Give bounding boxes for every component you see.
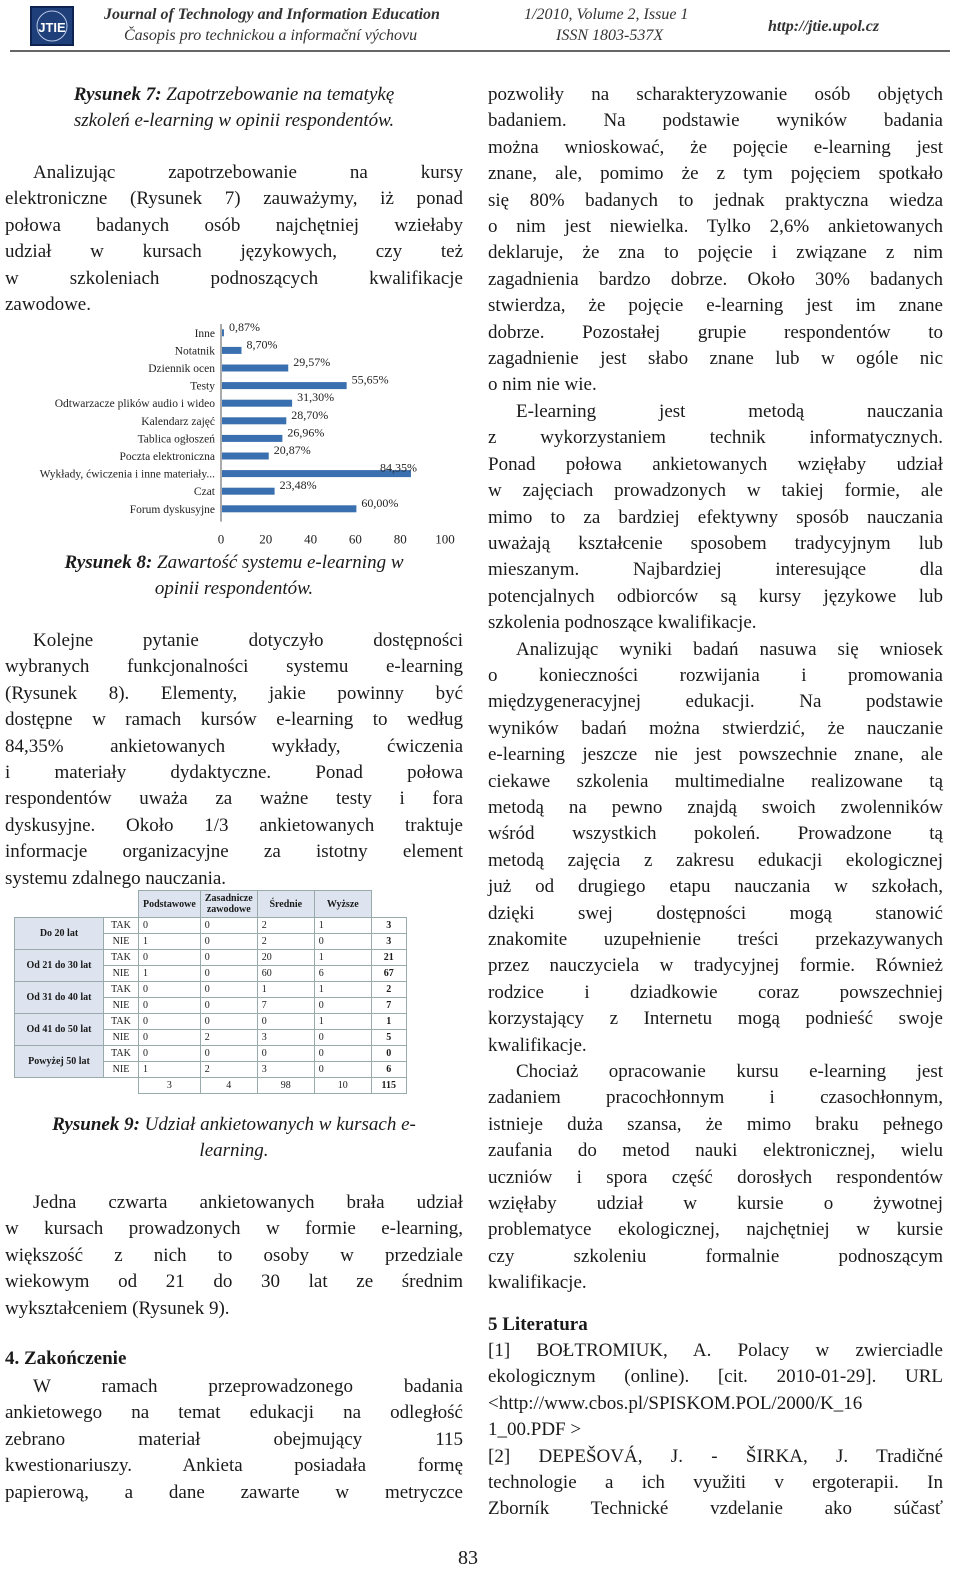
table-cell: 6: [314, 966, 371, 982]
answer-cell: TAK: [104, 950, 139, 966]
text-line: pozwoliły na scharakteryzowanie osób objętych: [488, 84, 943, 105]
column-total-cell: 4: [200, 1078, 257, 1094]
table-cell: 0: [314, 1030, 371, 1046]
bar: [222, 329, 224, 336]
text-line: przez nauczyciela w tradycyjnej formie. Również: [488, 955, 943, 977]
col-header: Podstawowe: [139, 891, 201, 918]
table-cell: 0: [314, 934, 371, 950]
reference-line: technologie a ich využiti v ergoterapii. In: [488, 1472, 943, 1494]
text-line: stwierdza, że pojęcie e-learning jest im znane: [488, 295, 943, 317]
text-line: się 80% badanych to jednak praktyczna wiedza: [488, 189, 943, 211]
answer-cell: NIE: [104, 1030, 139, 1046]
page-number: 83: [458, 1547, 478, 1569]
text-line: deklaruje, że zna to pojęcie i związane z nim: [488, 242, 943, 264]
x-tick-label: 60: [348, 531, 362, 547]
text-line: udział w kursach językowych, czy też: [5, 241, 463, 263]
text-line: 84,35% ankietowanych wykłady, ćwiczenia: [5, 735, 463, 757]
data-label: 8,70%: [246, 337, 278, 352]
text-line: respondentów uważa za ważne testy i fora: [5, 788, 463, 810]
table-cell: 1: [139, 966, 201, 982]
table-cell: 1: [139, 934, 201, 950]
x-tick-label: 40: [304, 531, 318, 547]
figure7-text-a: Zapotrzebowanie na tematykę: [161, 84, 395, 105]
table-cell: 0: [314, 998, 371, 1014]
table-cell: 60: [257, 966, 314, 982]
answer-cell: TAK: [104, 1046, 139, 1062]
col-header: Zasadnicze zawodowe: [200, 891, 257, 918]
text-line: wykształceniem (Rysunek 9).: [5, 1297, 230, 1319]
bar: [222, 365, 288, 372]
issue-info: 1/2010, Volume 2, Issue 1: [524, 6, 689, 23]
figure7-caption: [5, 82, 463, 134]
figure8-text-a: Zawartość systemu e-learning w: [152, 552, 404, 573]
text-line: elektroniczne (Rysunek 7) zauważymy, iż ponad: [5, 188, 463, 210]
table-cell: 1: [257, 982, 314, 998]
reference-line: [2] DEPEŠOVÁ, J. - ŠIRKA, J. Tradičné: [488, 1445, 943, 1467]
reference-line[interactable]: 1_00.PDF >: [488, 1419, 582, 1441]
text-line: o konieczności rozwijania i promowania: [488, 664, 943, 686]
section4-heading: 4. Zakończenie: [5, 1348, 127, 1369]
text-line: Ponad połowa ankietowanych wzięłaby udział: [488, 453, 943, 475]
data-label: 29,57%: [293, 355, 331, 369]
text-line: o nim nie wie.: [488, 374, 597, 396]
table-cell: 3: [257, 1030, 314, 1046]
data-label: 28,70%: [291, 407, 329, 422]
figure7-label: Rysunek 7:: [73, 84, 162, 105]
paragraph-right-1: [488, 82, 943, 1297]
bar-chart: [5, 318, 465, 548]
figure7-text-b: szkoleń e-learning w opinii respondentów.: [73, 110, 395, 131]
text-line: w szkoleniach podnoszących kwalifikacje: [5, 267, 463, 289]
category-label: Notatnik: [174, 345, 215, 358]
table-row: [15, 1046, 407, 1062]
row-total-cell: 21: [371, 950, 406, 966]
table-cell: 0: [139, 1030, 201, 1046]
bar: [222, 488, 275, 495]
text-line: już od drugiego etapu nauczania w szkołach,: [488, 876, 943, 898]
table-cell: 0: [200, 934, 257, 950]
text-line: kwalifikacje.: [488, 1272, 587, 1294]
text-line: i materiały dydaktyczne. Ponad połowa: [5, 762, 463, 784]
text-line: metodą na pewno znajdą swoich zwolenników: [488, 796, 943, 818]
text-line: ciekawe szkolenia multimedialne realizowane tą: [488, 770, 943, 792]
category-label: Dziennik ocen: [148, 363, 215, 375]
text-line: ankietowego na temat edukacji na odległość: [5, 1402, 463, 1424]
text-line: dostępne w ramach kursów e-learning to według: [5, 709, 463, 731]
text-line: uważają kształcenie sposobem tradycyjnym lub: [488, 532, 943, 554]
table-row: [15, 1014, 407, 1030]
section5-heading: 5 Literatura: [488, 1314, 588, 1335]
table-cell: 2: [200, 1062, 257, 1078]
text-line: większość z nich to osoby w przedziale: [5, 1244, 463, 1266]
text-line: potencjalnych odbiorców są kursy językowe lub: [488, 585, 943, 607]
text-line: dobrze. Pozostałej grupie respondentów to: [488, 321, 943, 343]
age-group-label: Od 31 do 40 lat: [15, 982, 104, 1014]
data-label: 55,65%: [351, 372, 389, 387]
jtie-logo: [30, 6, 74, 46]
row-total-cell: 0: [371, 1046, 406, 1062]
text-line: systemu zdalnego nauczania.: [5, 867, 227, 889]
answer-cell: NIE: [104, 966, 139, 982]
education-table: [14, 890, 407, 1094]
text-line: wiekowym od 21 do 30 lat ze średnim: [5, 1271, 463, 1293]
table-row: [15, 918, 407, 934]
empty-corner: [15, 891, 104, 918]
text-line: E-learning jest metodą nauczania: [516, 400, 943, 422]
text-line: Analizując wyniki badań nasuwa się wniosek: [516, 638, 943, 660]
row-total-cell: 1: [371, 1014, 406, 1030]
data-label: 23,48%: [279, 478, 317, 493]
figure9-text-b: learning.: [199, 1140, 269, 1161]
x-tick-label: 0: [217, 531, 225, 547]
category-label: Czat: [193, 486, 215, 499]
text-line: o nim jest niewielka. Tylko 2,6% ankietowanych: [488, 216, 943, 238]
answer-cell: TAK: [104, 918, 139, 934]
age-group-label: Do 20 lat: [15, 918, 104, 950]
bar: [222, 453, 269, 460]
table-cell: 0: [200, 982, 257, 998]
empty-corner: [371, 891, 406, 918]
reference-line[interactable]: <http://www.cbos.pl/SPISKOM.POL/2000/K_16: [488, 1392, 863, 1414]
category-label: Forum dyskusyjne: [129, 503, 215, 516]
table-cell: 1: [314, 982, 371, 998]
row-total-cell: 6: [371, 1062, 406, 1078]
bar: [222, 382, 347, 389]
text-line: zaufania do metod nauki elektronicznej, wielu: [488, 1140, 943, 1162]
text-line: mieszanym. Najbardziej interesujące dla: [488, 559, 943, 581]
table-cell: 0: [314, 1062, 371, 1078]
data-label: 31,30%: [297, 390, 335, 405]
row-total-cell: 5: [371, 1030, 406, 1046]
age-group-label: Od 21 do 30 lat: [15, 950, 104, 982]
journal-url[interactable]: http://jtie.upol.cz: [768, 18, 880, 35]
table-cell: 7: [257, 998, 314, 1014]
logo-text: JTIE: [38, 20, 66, 35]
figure9-caption: [5, 1112, 463, 1164]
category-label: Tablica ogłoszeń: [137, 433, 215, 446]
data-label: 0,87%: [228, 319, 260, 334]
category-label: Testy: [190, 380, 215, 393]
table-cell: 20: [257, 950, 314, 966]
empty-corner: [104, 891, 139, 918]
table-cell: 0: [257, 1014, 314, 1030]
text-line: znane, ale, pomimo że z tym pojęciem spotkało: [488, 163, 943, 185]
table-cell: 0: [139, 918, 201, 934]
text-line: wzięłaby udział w kursie o żywotnej: [488, 1193, 943, 1215]
age-group-label: Powyżej 50 lat: [15, 1046, 104, 1078]
x-tick-label: 20: [259, 531, 273, 547]
text-line: korzystający z Internetu mogą podnieść swoje: [488, 1008, 943, 1030]
text-line: papierową, a dane zawarte w metryczce: [5, 1481, 463, 1503]
answer-cell: NIE: [104, 934, 139, 950]
column-total-cell: 10: [314, 1078, 371, 1094]
x-tick-label: 80: [393, 531, 407, 547]
bar: [222, 505, 356, 512]
text-line: połowa badanych osób najchętniej wziełaby: [5, 214, 463, 236]
text-line: e-learning jeszcze nie jest powszechnie znane, ale: [488, 744, 943, 766]
table-cell: 0: [139, 950, 201, 966]
data-label: 84,35%: [379, 460, 417, 475]
category-label: Inne: [194, 327, 215, 340]
text-line: (Rysunek 8). Elementy, jakie powinny być: [5, 682, 463, 704]
text-line: czy szkoleniu formalnie podnoszącym: [488, 1245, 943, 1267]
journal-title: Journal of Technology and Information Education: [104, 6, 440, 23]
text-line: istnieje duża szansa, że mimo braku pełnego: [488, 1113, 943, 1135]
category-label: Kalendarz zajęć: [141, 415, 215, 428]
table-cell: 0: [200, 1014, 257, 1030]
bar: [222, 417, 286, 424]
text-line: wybranych funkcjonalności systemu e-learning: [5, 656, 463, 678]
text-line: znakomite uzupełnienie treści przekazywanych: [488, 929, 943, 950]
table-cell: 0: [200, 1046, 257, 1062]
table-cell: 1: [139, 1062, 201, 1078]
table-cell: 2: [257, 934, 314, 950]
table-cell: 1: [314, 918, 371, 934]
text-line: zawodowe.: [5, 294, 91, 316]
table-cell: 3: [257, 1062, 314, 1078]
text-line: międzygeneracyjnej edukacji. Na podstawie: [488, 691, 943, 713]
column-total-cell: 3: [139, 1078, 201, 1094]
text-line: rodzice i dziadkowie coraz powszechniej: [488, 981, 943, 1003]
table-cell: 0: [139, 1046, 201, 1062]
answer-cell: NIE: [104, 998, 139, 1014]
x-tick-label: 100: [435, 531, 455, 547]
table-cell: 0: [139, 998, 201, 1014]
answer-cell: NIE: [104, 1062, 139, 1078]
row-total-cell: 3: [371, 918, 406, 934]
reference-line: [1] BOŁTROMIUK, A. Polacy w zwierciadle: [488, 1340, 943, 1361]
column-total-cell: 98: [257, 1078, 314, 1094]
text-line: mimo to za bardziej efektywny sposób nauczania: [488, 506, 943, 528]
table-cell: 0: [257, 1046, 314, 1062]
totals-row: [15, 1078, 407, 1094]
paragraph-left-1: [5, 160, 463, 318]
text-line: zadaniem pracochłonnym i czasochłonnym,: [488, 1087, 943, 1109]
header-rule: [10, 50, 950, 52]
text-line: wyników badań można stwierdzić, że nauczanie: [488, 717, 943, 739]
table-cell: 2: [200, 1030, 257, 1046]
text-line: metodą zajęcia z zakresu edukacji ekologicznej: [488, 849, 943, 871]
paragraph-left-4: [5, 1374, 463, 1506]
text-line: Jedna czwarta ankietowanych brała udział: [33, 1192, 463, 1213]
text-line: dyskusyjne. Około 1/3 ankietowanych traktuje: [5, 814, 463, 836]
text-line: W ramach przeprowadzonego badania: [33, 1376, 463, 1397]
table-row: [15, 950, 407, 966]
text-line: kwalifikacje.: [488, 1034, 587, 1056]
text-line: zagadnienia bardzo dobrze. Około 30% badanych: [488, 268, 943, 290]
text-line: uczniów i spora część dorosłych respondentów: [488, 1166, 943, 1188]
text-line: z wykorzystaniem technik informatycznych.: [488, 427, 943, 449]
table-cell: 0: [200, 950, 257, 966]
text-line: szkolenia podnoszące kwalifikacje.: [488, 612, 757, 634]
text-line: informacje organizacyjne za istotny element: [5, 841, 463, 863]
references: [488, 1338, 943, 1523]
column-total-cell: 115: [371, 1078, 406, 1094]
answer-cell: TAK: [104, 982, 139, 998]
row-total-cell: 67: [371, 966, 406, 982]
data-label: 60,00%: [361, 495, 399, 510]
text-line: Chociaż opracowanie kursu e-learning jest: [516, 1061, 943, 1083]
row-total-cell: 2: [371, 982, 406, 998]
text-line: dzięki swej dostępności mogą stanowić: [488, 902, 943, 924]
figure8-caption: [5, 550, 463, 602]
empty-corner: [104, 1078, 139, 1094]
reference-line: Zborník Technické vzdelanie ako súčasť: [488, 1498, 943, 1520]
col-header: Średnie: [257, 891, 314, 918]
data-label: 20,87%: [273, 443, 311, 457]
figure8-chart: [5, 318, 465, 548]
text-line: badaniem. Na podstawie wyników badania: [488, 110, 943, 132]
text-line: Kolejne pytanie dotyczyło dostępności: [33, 630, 463, 651]
issn: ISSN 1803-537X: [556, 27, 664, 44]
table-cell: 0: [200, 918, 257, 934]
table-row: [15, 982, 407, 998]
figure9-text-a: Udział ankietowanych w kursach e-: [139, 1114, 416, 1135]
figure9-label: Rysunek 9:: [52, 1114, 140, 1135]
age-group-label: Od 41 do 50 lat: [15, 1014, 104, 1046]
text-line: Analizując zapotrzebowanie na kursy: [33, 162, 463, 183]
text-line: zagadnienie jest słabo znane lub w ogóle nic: [488, 348, 943, 370]
figure8-text-b: opinii respondentów.: [154, 578, 314, 599]
col-header: Wyższe: [314, 891, 371, 918]
table-cell: 0: [200, 966, 257, 982]
bar: [222, 435, 282, 442]
text-line: w zajęciach prowadzonych w takiej formie, ale: [488, 480, 943, 502]
row-total-cell: 7: [371, 998, 406, 1014]
table-cell: 1: [314, 1014, 371, 1030]
reference-line: ekologicznym (online). [cit. 2010-01-29]. URL: [488, 1366, 943, 1388]
table-cell: 2: [257, 918, 314, 934]
paragraph-left-2: [5, 628, 463, 892]
table-cell: 1: [314, 950, 371, 966]
category-label: Wykłady, ćwiczenia i inne materiały...: [39, 468, 215, 481]
category-label: Odtwarzacze plików audio i wideo: [54, 398, 215, 411]
paragraph-left-3: [5, 1190, 463, 1322]
text-line: kwestionariuszy. Ankieta posiadała formę: [5, 1455, 463, 1477]
data-label: 26,96%: [287, 425, 325, 440]
row-total-cell: 3: [371, 934, 406, 950]
bar: [222, 347, 241, 354]
category-label: Poczta elektroniczna: [119, 451, 215, 463]
figure8-label: Rysunek 8:: [64, 552, 153, 573]
text-line: można wnioskować, że pojęcie e-learning jest: [488, 136, 943, 158]
journal-title-cz: Časopis pro technickou a informační výchovu: [124, 27, 418, 44]
text-line: zebrano materiał obejmujący 115: [5, 1428, 463, 1450]
table-cell: 0: [200, 998, 257, 1014]
text-line: wśród wszystkich pokoleń. Prowadzone tą: [488, 823, 943, 845]
table-cell: 0: [139, 1014, 201, 1030]
table-cell: 0: [139, 982, 201, 998]
text-line: problematyce ekologicznej, najchętniej w kursie: [488, 1219, 943, 1241]
text-line: w kursach prowadzonych w formie e-learning,: [5, 1218, 463, 1240]
bar: [222, 400, 292, 407]
answer-cell: TAK: [104, 1014, 139, 1030]
figure9-table: [14, 890, 407, 1094]
table-cell: 0: [314, 1046, 371, 1062]
empty-corner: [15, 1078, 104, 1094]
